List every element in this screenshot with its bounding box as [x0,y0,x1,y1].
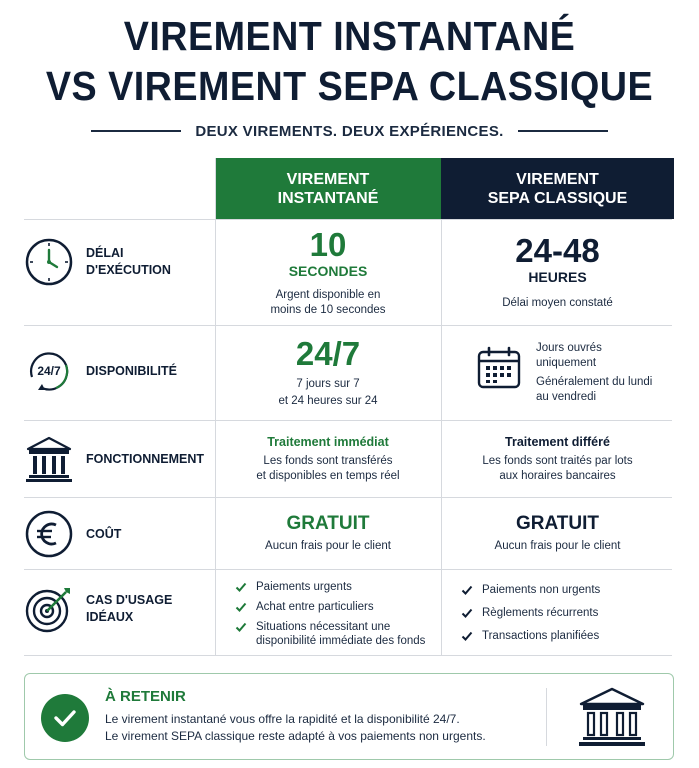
retenir-title: À RETENIR [105,688,186,705]
subtitle-divider-right [518,130,608,132]
grid-line-h6 [24,655,672,656]
bank-icon [577,686,647,753]
cout-instant-desc: Aucun frais pour le client [265,540,391,552]
list-item: Situations nécessitant une disponibilité immédiate des fonds [235,620,435,648]
cell-delai-sepa [441,220,674,325]
target-icon [24,584,74,634]
list-item: Paiements urgents [235,580,435,594]
list-item: Transactions planifiées [461,629,661,643]
list-item: Règlements récurrents [461,606,661,620]
row-label-delai-line-2: D'EXÉCUTION [86,263,171,277]
row-label-dispo [24,346,214,396]
row-label-dispo-text: DISPONIBILITÉ [86,363,177,378]
cout-sepa-value: GRATUIT [515,513,600,534]
row-label-usage-line-2: IDÉAUX [86,610,134,624]
fonction-sepa-head: Traitement différé [505,435,610,449]
cell-fonction-instant [215,421,441,497]
row-label-fonction-text: FONCTIONNEMENT [86,451,205,466]
delai-instant-value: 10 [309,225,347,263]
list-item: Paiements non urgents [461,583,661,597]
page-title-line-2: VS VIREMENT SEPA CLASSIQUE [45,63,654,109]
dispo-sepa-line-3: Généralement du lundi [536,376,653,388]
column-header-sepa [441,158,674,219]
cell-fonction-sepa [441,421,674,497]
fonction-instant-desc-1: Les fonds sont transférés [263,455,393,467]
check-icon [461,584,473,596]
column-header-instant-line-1: VIREMENT [286,170,370,188]
row-label-fonction [24,434,214,484]
check-icon [235,601,247,613]
delai-instant-desc-1: Argent disponible en [275,288,381,301]
cout-sepa-desc: Aucun frais pour le client [494,540,621,552]
dispo-instant-desc-2: et 24 heures sur 24 [278,395,378,407]
retenir-line-1: Le virement instantané vous offre la rapidité et la disponibilité 24/7. [105,712,460,726]
list-item: Achat entre particuliers [235,600,435,614]
grid-line-h5 [24,569,672,570]
row-label-usage-line-1: CAS D'USAGE [86,593,173,607]
cell-cout-sepa [441,498,674,569]
cell-delai-instant [215,220,441,325]
dispo-sepa-line-1: Jours ouvrés [536,342,602,354]
row-label-usage [24,584,214,634]
delai-instant-desc-2: moins de 10 secondes [270,303,386,316]
check-icon [235,621,247,633]
row-label-delai-line-1: DÉLAI [86,246,124,260]
check-circle-icon [41,694,89,742]
fonction-sepa-desc-1: Les fonds sont traités par lots [482,455,633,467]
retenir-line-2: Le virement SEPA classique reste adapté à vos paiements non urgents. [105,729,486,743]
dispo-instant-desc-1: 7 jours sur 7 [296,378,360,390]
check-icon [461,630,473,642]
24-7-icon [24,346,74,396]
usage-instant-list [235,580,435,654]
cout-instant-value: GRATUIT [286,513,370,534]
page-title-line-1: VIREMENT INSTANTANÉ [123,13,576,59]
subtitle: DEUX VIREMENTS. DEUX EXPÉRIENCES. [195,122,504,140]
euro-icon [24,509,74,559]
bank-icon [24,434,74,484]
subtitle-divider-left [91,130,181,132]
delai-sepa-unit: HEURES [528,269,587,285]
column-header-sepa-line-1: VIREMENT [516,170,599,188]
retenir-box [24,673,674,760]
dispo-sepa-line-4: au vendredi [536,391,597,403]
column-header-sepa-line-2: SEPA CLASSIQUE [487,189,628,207]
cell-dispo-instant [215,326,441,420]
dispo-instant-value: 24/7 [295,335,361,372]
calendar-icon [476,345,522,405]
delai-sepa-desc: Délai moyen constaté [502,297,613,309]
column-header-instant-line-2: INSTANTANÉ [277,189,379,207]
usage-sepa-list [461,583,661,649]
delai-instant-unit: SECONDES [288,262,368,279]
subtitle-row [0,120,699,142]
row-label-delai [24,237,214,287]
column-header-instant [215,158,441,219]
cell-dispo-sepa [476,341,652,405]
fonction-instant-head: Traitement immédiat [267,435,389,449]
svg-text:24/7: 24/7 [37,364,61,378]
row-label-cout [24,509,214,559]
fonction-sepa-desc-2: aux horaires bancaires [499,470,616,482]
delai-sepa-value: 24-48 [515,232,600,269]
dispo-sepa-line-2: uniquement [536,357,597,369]
check-icon [461,607,473,619]
row-label-cout-text: COÛT [86,526,122,541]
check-icon [235,581,247,593]
cell-cout-instant [215,498,441,569]
fonction-instant-desc-2: et disponibles en temps réel [256,470,400,482]
clock-icon [24,237,74,287]
retenir-divider [546,688,547,746]
